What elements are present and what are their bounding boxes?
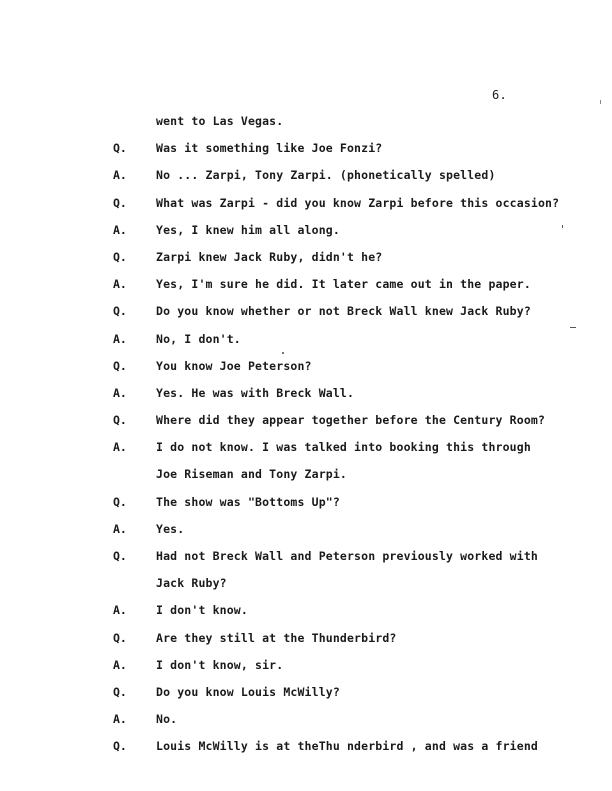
speaker-label: A. — [113, 440, 127, 455]
line-text: Where did they appear together before the Century Room? — [156, 413, 546, 428]
transcript-line — [0, 332, 612, 359]
speaker-label: A. — [113, 712, 127, 727]
speaker-label: Q. — [113, 304, 127, 319]
scan-mark — [570, 327, 576, 328]
transcript-line — [0, 549, 612, 576]
line-text: Jack Ruby? — [156, 576, 227, 591]
transcript-line — [0, 658, 612, 685]
line-text: Zarpi knew Jack Ruby, didn't he? — [156, 249, 383, 264]
transcript-line — [0, 413, 612, 440]
line-text: The show was "Bottoms Up"? — [156, 494, 340, 509]
speaker-label: Q. — [113, 549, 127, 563]
speaker-label: Q. — [113, 684, 127, 699]
transcript-line — [0, 685, 612, 712]
line-text: Do you know Louis McWilly? — [156, 684, 340, 699]
line-text: I don't know, sir. — [156, 657, 284, 672]
transcript-line — [0, 440, 612, 467]
speaker-label: A. — [113, 385, 127, 400]
speaker-label: Q. — [113, 494, 127, 509]
transcript-line — [0, 495, 612, 522]
line-text: You know Joe Peterson? — [156, 358, 312, 373]
speaker-label: A. — [113, 521, 127, 536]
speaker-label: Q. — [113, 141, 127, 156]
line-text: What was Zarpi - did you know Zarpi before this occasion? — [156, 195, 560, 210]
transcript-line — [0, 196, 612, 223]
transcript-line — [0, 141, 612, 168]
speaker-label: A. — [113, 331, 127, 346]
line-text: I do not know. I was talked into booking this through — [156, 440, 531, 455]
transcript-line — [0, 467, 612, 494]
line-text: No ... Zarpi, Tony Zarpi. (phonetically spelled) — [156, 168, 496, 183]
speaker-label: Q. — [113, 413, 127, 428]
line-text: Was it something like Joe Fonzi? — [156, 141, 383, 156]
page-number: 6. — [492, 88, 508, 102]
transcript-line — [0, 522, 612, 549]
line-text: Joe Riseman and Tony Zarpi. — [156, 467, 347, 482]
line-text: Had not Breck Wall and Peterson previously worked with — [156, 549, 538, 563]
scan-mark — [600, 100, 601, 104]
transcript-line — [0, 277, 612, 304]
transcript-line — [0, 603, 612, 630]
line-text: Louis McWilly is at theThu nderbird , and was a friend — [156, 739, 538, 754]
line-text: went to Las Vegas. — [156, 114, 284, 128]
speaker-label: Q. — [113, 249, 127, 264]
line-text: Yes. He was with Breck Wall. — [156, 385, 355, 400]
transcript-line — [0, 359, 612, 386]
speaker-label: Q. — [113, 358, 127, 373]
speaker-label: A. — [113, 168, 127, 183]
transcript-line — [0, 712, 612, 739]
speaker-label: Q. — [113, 195, 127, 210]
transcript-line — [0, 386, 612, 413]
transcript-line — [0, 114, 612, 141]
line-text: Yes, I knew him all along. — [156, 222, 340, 237]
speaker-label: Q. — [113, 630, 127, 645]
line-text: Yes, I'm sure he did. It later came out in the paper. — [156, 277, 531, 292]
speaker-label: A. — [113, 603, 127, 618]
line-text: Do you know whether or not Breck Wall knew Jack Ruby? — [156, 304, 531, 319]
speaker-label: A. — [113, 277, 127, 292]
line-text: No. — [156, 712, 178, 727]
transcript-line — [0, 739, 612, 766]
speaker-label: Q. — [113, 739, 127, 754]
transcript-line — [0, 168, 612, 195]
speaker-label: A. — [113, 657, 127, 672]
line-text: No, I don't. — [156, 331, 241, 346]
transcript-body — [0, 114, 612, 767]
transcript-line — [0, 223, 612, 250]
line-text: Yes. — [156, 521, 185, 536]
transcript-line — [0, 250, 612, 277]
speaker-label: A. — [113, 222, 127, 237]
scan-mark — [562, 225, 563, 228]
line-text: I don't know. — [156, 603, 248, 618]
transcript-line — [0, 631, 612, 658]
scan-mark — [282, 352, 284, 354]
transcript-line — [0, 304, 612, 331]
transcript-line — [0, 576, 612, 603]
line-text: Are they still at the Thunderbird? — [156, 630, 397, 645]
